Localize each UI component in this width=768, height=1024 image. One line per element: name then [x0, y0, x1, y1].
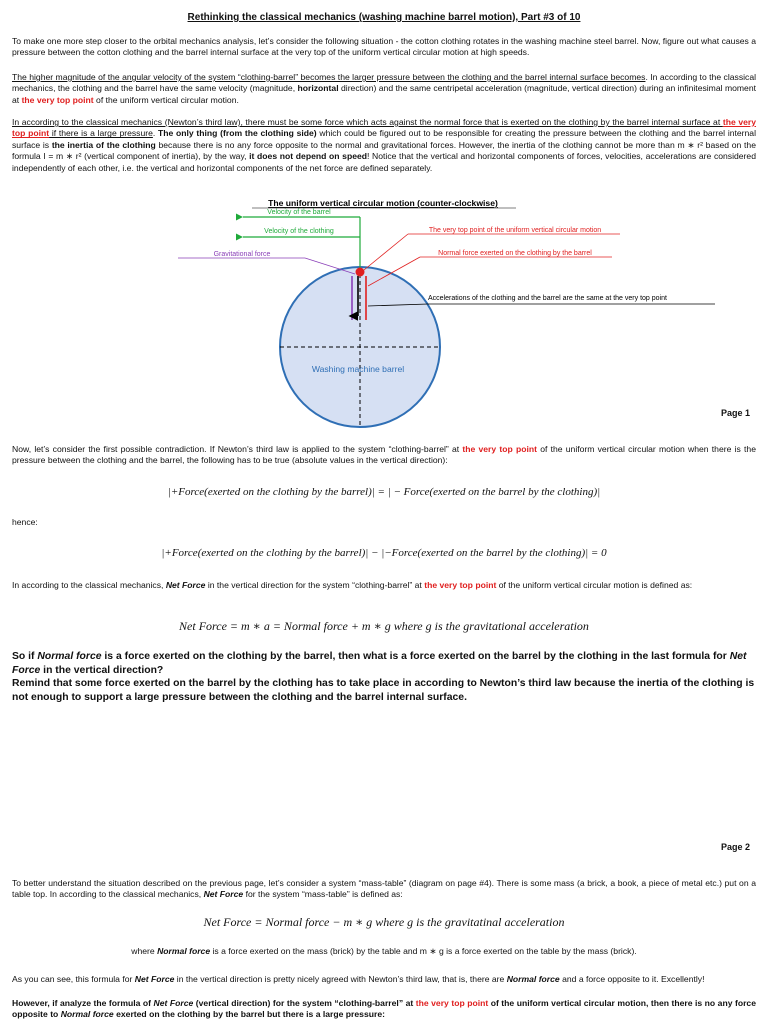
paragraph-mass-table — [12, 878, 756, 901]
paragraph-newton-third-law — [12, 117, 756, 174]
top-point-marker — [356, 268, 365, 277]
text: is a force exerted on the mass (brick) by the table and m ∗ g is a force exerted on the table by the mass (brick). — [210, 946, 637, 956]
velocity-clothing-label: Velocity of the clothing — [264, 228, 334, 235]
text: of the uniform vertical circular motion, then there is no any force opposite to — [12, 998, 756, 1020]
paragraph-agreement — [12, 974, 756, 985]
page-number-1: Page 1 — [720, 408, 750, 418]
underlined-text: The higher magnitude of the angular velocity of the system “clothing-barrel” becomes the larger pressure between the clothing and the barrel internal surface becomes — [12, 72, 646, 82]
italic-text: Net Force — [12, 651, 747, 676]
text: In according to the classical mechanics, — [12, 580, 166, 590]
paragraph-however — [12, 998, 756, 1021]
bold-italic-text: Net Force — [165, 580, 206, 590]
highlight-text: the very top point — [12, 117, 757, 139]
accelerations-label: Accelerations of the clothing and the barrel are the same at the very top point — [428, 295, 667, 302]
bold-text: The only thing (from the clothing side) — [158, 128, 317, 139]
diagram-title: The uniform vertical circular motion (counter-clockwise) — [268, 198, 498, 208]
bold-text: horizontal — [297, 83, 339, 94]
page-number-2: Page 2 — [720, 842, 750, 852]
text: is a force exerted on the clothing by the barrel, then what is a force exerted on the barrel by the clothing in the last formula for — [101, 651, 730, 662]
text: in the vertical direction? — [40, 664, 164, 676]
normal-force-label: Normal force exerted on the clothing by the barrel — [438, 250, 592, 257]
highlight-text: the very top point — [424, 580, 497, 590]
text: . In according to the classical mechanics, the clothing and the barrel have the same velocity (magnitude, — [12, 72, 757, 94]
text: in the vertical direction for the system “clothing-barrel” at — [205, 580, 425, 590]
underlined-text: In according to the classical mechanics (Newton’s third law), there must be some force which acts against the normal force that is exerted on the clothing by the barrel internal surface at — [12, 117, 723, 127]
bold-italic-text: Normal force — [506, 974, 560, 984]
equation-difference: |+Force(exerted on the clothing by the barrel)| − |−Force(exerted on the barrel by the clothing)| = 0 — [161, 547, 607, 559]
text: As you can see, this formula for — [12, 974, 135, 984]
text: for the system “mass-table” is defined as: — [243, 889, 403, 900]
highlight-text: the very top point — [415, 998, 489, 1008]
equation-net-force-table: Net Force = Normal force − m ∗ g where g is the gravitatinal acceleration — [203, 915, 565, 929]
paragraph-contradiction — [12, 444, 756, 467]
gravitational-force-label: Gravitational force — [213, 251, 271, 258]
bold-italic-text: Normal force — [157, 946, 211, 956]
barrel-label: Washing machine barrel — [311, 364, 405, 374]
underlined-text: if there is a large pressure — [49, 128, 153, 139]
highlight-text: the very top point — [462, 444, 537, 454]
equation-net-force-barrel: Net Force = m ∗ a = Normal force + m ∗ g where g is the gravitational acceleration — [179, 619, 589, 633]
paragraph-angular-velocity — [12, 72, 756, 106]
text: To better understand the situation described on the previous page, let’s consider a system “mass-table” (diagram on page #4). There is some mass (a brick, a book, a piece of metal etc.) put on a table top. In according to the classical mechanics, — [12, 878, 756, 900]
text: So if — [12, 651, 38, 662]
text: of the uniform vertical circular motion. — [93, 94, 239, 105]
text: in the vertical direction is pretty nicely agreed with Newton’s third law, that is, there are — [174, 974, 507, 984]
circular-motion-diagram — [0, 194, 768, 434]
text: because there is no any force opposite to the normal and gravitational forces. However, the inertia of the clothing cannot be more than m ∗ r² based on the formula I = m ∗ r² (vertical component of inertia), by the way, — [12, 139, 756, 162]
text: where — [131, 946, 158, 956]
text: and a force opposite to it. Excellently! — [559, 974, 705, 984]
equation-third-law: |+Force(exerted on the clothing by the barrel)| = | − Force(exerted on the barrel by the clothing)| — [167, 486, 601, 498]
paragraph-intro: To make one more step closer to the orbital mechanics analysis, let’s consider the following situation - the cotton clothing rotates in the washing machine steel barrel. Now, figure out what causes a pressure between the cotton clothing and the barrel internal surface at the very top of the uniform vertical circular motion at high speeds. — [12, 36, 756, 58]
italic-text: Normal force — [60, 1009, 114, 1020]
italic-text: Normal force — [37, 651, 102, 662]
paragraph-net-force — [12, 580, 756, 591]
question-paragraph — [12, 650, 756, 704]
text: . — [152, 128, 159, 139]
text: However, if analyze the formula of — [12, 998, 154, 1008]
text: (vertical direction) for the system “clothing-barrel” at — [193, 998, 416, 1008]
text: direction) and the same centripetal acceleration (magnitude, vertical direction) during an infinitesimal moment at — [12, 83, 756, 105]
highlight-text: the very top point — [21, 94, 94, 105]
paragraph-where — [12, 946, 756, 957]
text: exerted on the clothing by the barrel but there is a large pressure: — [113, 1009, 385, 1020]
velocity-barrel-label: Velocity of the barrel — [267, 209, 331, 216]
text: of the uniform vertical circular motion when there is the pressure between the clothing and the barrel, the following has to be true (absolute values in the vertical direction): — [12, 444, 756, 466]
top-point-label: The very top point of the uniform vertical circular motion — [428, 227, 602, 234]
text: Remind that some force exerted on the barrel by the clothing has to take place in according to Newton’s third law because the inertia of the clothing is not enough to support a large pressure between the clothing and the barrel internal surface. — [12, 678, 755, 703]
text: Now, let’s consider the first possible contradiction. If Newton’s third law is applied to the system “clothing-barrel” at — [12, 444, 463, 454]
hence-label: hence: — [12, 517, 38, 527]
bold-text: the inertia of the clothing — [51, 139, 156, 150]
text: of the uniform vertical circular motion is defined as: — [496, 580, 693, 590]
text: which could be figured out to be responsible for creating the pressure between the clothing and the barrel internal surface is — [12, 128, 756, 150]
document-title: Rethinking the classical mechanics (washing machine barrel motion), Part #3 of 10 — [187, 12, 581, 23]
bold-italic-text: Net Force — [203, 889, 244, 900]
bold-italic-text: Net Force — [134, 974, 175, 984]
bold-text: it does not depend on speed — [249, 151, 367, 162]
italic-text: Net Force — [153, 998, 194, 1008]
text: ! Notice that the vertical and horizontal components of forces, velocities, accelerations are considered independently of each other, i.e. the vertical and horizontal components of the net force are defined separately. — [12, 151, 756, 173]
